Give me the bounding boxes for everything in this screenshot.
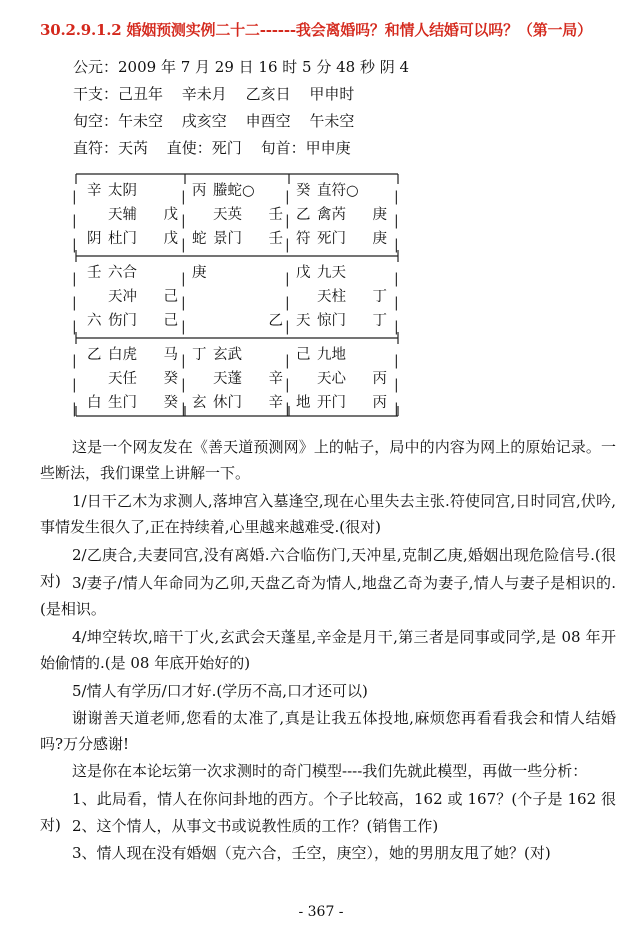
paragraph-model: 这是你在本论坛第一次求测时的奇门模型----我们先就此模型，再做一些分析：	[72, 762, 588, 780]
cell-text: 杜门	[108, 231, 137, 247]
cell-text: 庚	[372, 231, 387, 247]
cell-text: 丙	[372, 395, 387, 411]
palace-gen	[80, 343, 184, 421]
svg-text:|: |	[72, 295, 77, 311]
cell-text: 阴	[87, 231, 102, 247]
svg-text:|: |	[285, 377, 290, 393]
cell-text: 癸	[163, 371, 178, 387]
palace-qian	[289, 343, 393, 421]
info-ganzhi	[73, 84, 368, 104]
svg-text:|: |	[394, 271, 399, 287]
cell-text: 六	[87, 313, 102, 329]
svg-text:|: |	[181, 401, 186, 417]
svg-text:|: |	[72, 213, 77, 229]
palace-li	[185, 179, 289, 257]
cell-text: 丙	[372, 371, 387, 387]
svg-text:|: |	[72, 377, 77, 393]
svg-text:|: |	[181, 295, 186, 311]
ganzhi-month: 辛未月	[181, 85, 227, 103]
svg-text:|: |	[394, 213, 399, 229]
svg-text:|: |	[285, 295, 290, 311]
paragraph-answer-1: 1、此局看，情人在你问卦地的西方。个子比较高，162 或 167？(个子是 162 很对)	[40, 790, 616, 834]
cell-text: 戊	[163, 231, 178, 247]
cell-text: 符	[296, 231, 311, 247]
info-calendar: 公元：2009 年 7 月 29 日 16 时 5 分 48 秒 阴 4	[73, 58, 410, 76]
svg-text:|: |	[285, 213, 290, 229]
qimen-chart	[72, 170, 402, 420]
info-xunkong	[73, 111, 368, 131]
cell-text: 己	[296, 347, 311, 363]
palace-center	[185, 261, 289, 339]
cell-text: 惊门	[317, 313, 346, 329]
paragraph-point-2: 2/乙庚合,夫妻同宫,没有离婚.六合临伤门,天冲星,克制乙庚,婚姻出现危险信号.(很对)	[40, 546, 616, 590]
cell-text: 白虎	[108, 347, 137, 363]
paragraph-answer-2: 2、这个情人，从事文书或说教性质的工作？(销售工作)	[72, 817, 439, 835]
cell-text: 辛	[87, 183, 102, 199]
paragraph-point-5: 5/情人有学历/口才好.(学历不高,口才还可以)	[72, 682, 368, 700]
svg-text:|: |	[285, 271, 290, 287]
cell-text: 壬	[268, 207, 283, 223]
cell-text: 乙	[87, 347, 102, 363]
svg-text:|: |	[285, 319, 290, 335]
svg-text:|: |	[181, 271, 186, 287]
svg-text:|: |	[394, 295, 399, 311]
palace-zhen	[80, 261, 184, 339]
ganzhi-day: 乙亥日	[245, 85, 291, 103]
cell-text: 戊	[163, 207, 178, 223]
cell-text: 癸	[296, 183, 311, 199]
svg-text:|: |	[72, 319, 77, 335]
svg-text:|: |	[394, 377, 399, 393]
cell-text: 壬	[268, 231, 283, 247]
svg-text:|: |	[181, 237, 186, 253]
zhishi-gate: 直使：死门	[166, 139, 242, 157]
cell-text: 己	[163, 289, 178, 305]
svg-text:|: |	[72, 237, 77, 253]
palace-kan	[185, 343, 289, 421]
svg-text:|: |	[181, 353, 186, 369]
svg-text:|: |	[394, 237, 399, 253]
cell-text: 戊	[296, 265, 311, 281]
xunshou: 旬首：甲申庚	[260, 139, 351, 157]
cell-text: 太阴	[108, 183, 137, 199]
paragraph-answer-3: 3、情人现在没有婚姻（克六合，壬空，庚空），她的男朋友甩了她？(对)	[72, 844, 551, 862]
palace-dui	[289, 261, 393, 339]
ganzhi-year: 干支：己丑年	[73, 85, 164, 103]
palace-kun	[289, 179, 393, 257]
cell-text: 天蓬	[213, 371, 242, 387]
svg-text:|: |	[394, 401, 399, 417]
cell-text: 庚	[192, 265, 207, 281]
cell-text: 天任	[108, 371, 137, 387]
xunkong-year: 旬空：午未空	[73, 112, 164, 130]
cell-text: 己	[163, 313, 178, 329]
ganzhi-hour: 甲申时	[309, 85, 355, 103]
cell-text: 开门	[317, 395, 346, 411]
cell-text: 庚	[372, 207, 387, 223]
svg-text:|: |	[181, 319, 186, 335]
paragraph-point-3: 3/妻子/情人年命同为乙卯,天盘乙奇为情人,地盘乙奇为妻子,情人与妻子是相识的.(是相识。	[40, 574, 616, 618]
cell-text: 螣蛇○	[213, 183, 255, 199]
svg-text:|: |	[285, 401, 290, 417]
palace-xun	[80, 179, 184, 257]
cell-text: 乙	[268, 313, 283, 329]
svg-text:|: |	[394, 189, 399, 205]
cell-text: 丙	[192, 183, 207, 199]
svg-text:|: |	[285, 237, 290, 253]
cell-text: 天英	[213, 207, 242, 223]
svg-text:|: |	[181, 213, 186, 229]
svg-text:|: |	[72, 353, 77, 369]
cell-text: 休门	[213, 395, 242, 411]
xunkong-hour: 午未空	[309, 112, 355, 130]
cell-text: 天辅	[108, 207, 137, 223]
xunkong-month: 戌亥空	[181, 112, 227, 130]
zhifu-star: 直符：天芮	[73, 139, 149, 157]
cell-text: 死门	[317, 231, 346, 247]
cell-text: 天柱	[317, 289, 346, 305]
info-zhifu	[73, 138, 365, 158]
cell-text: 天	[296, 313, 311, 329]
svg-text:|: |	[181, 377, 186, 393]
cell-text: 地	[296, 395, 311, 411]
paragraph-point-1: 1/日干乙木为求测人,落坤宫入墓逢空,现在心里失去主张.符使同宫,日时同宫,伏吟,事情发生很久了,正在持续着,心里越来越难受.(很对)	[40, 492, 616, 536]
svg-text:|: |	[285, 189, 290, 205]
cell-text: 癸	[163, 395, 178, 411]
cell-text: 丁	[192, 347, 207, 363]
cell-text: 九地	[317, 347, 346, 363]
cell-text: 丁	[372, 313, 387, 329]
section-heading: 30.2.9.1.2 婚姻预测实例二十二------我会离婚吗？和情人结婚可以吗？（第一局）	[40, 21, 592, 39]
cell-text: 景门	[213, 231, 242, 247]
paragraph-thanks: 谢谢善天道老师,您看的太准了,真是让我五体投地,麻烦您再看看我会和情人结婚吗?万分感谢!	[40, 709, 616, 753]
cell-text: 玄	[192, 395, 207, 411]
cell-text: 马	[163, 347, 178, 363]
cell-text: 乙	[296, 207, 311, 223]
cell-text: 生门	[108, 395, 137, 411]
cell-text: 玄武	[213, 347, 242, 363]
cell-text: 禽芮	[317, 207, 346, 223]
svg-text:|: |	[394, 353, 399, 369]
svg-text:|: |	[394, 319, 399, 335]
xunkong-day: 申酉空	[245, 112, 291, 130]
cell-text: 壬	[87, 265, 102, 281]
cell-text: 天心	[317, 371, 346, 387]
paragraph-intro: 这是一个网友发在《善天道预测网》上的帖子，局中的内容为网上的原始记录。一些断法，我们课堂上讲解一下。	[40, 438, 616, 482]
svg-text:|: |	[181, 189, 186, 205]
cell-text: 丁	[372, 289, 387, 305]
svg-text:|: |	[72, 271, 77, 287]
cell-text: 直符○	[317, 183, 359, 199]
svg-text:|: |	[285, 353, 290, 369]
cell-text: 伤门	[108, 313, 137, 329]
cell-text: 辛	[268, 371, 283, 387]
cell-text: 白	[87, 395, 102, 411]
cell-text: 天冲	[108, 289, 137, 305]
svg-text:|: |	[72, 189, 77, 205]
cell-text: 九天	[317, 265, 346, 281]
paragraph-point-4: 4/坤空转坎,暗干丁火,玄武会天蓬星,辛金是月干,第三者是同事或同学,是 08 年开始偷情的.(是 08 年底开始好的)	[40, 628, 616, 672]
cell-text: 辛	[268, 395, 283, 411]
page-number: - 367 -	[298, 904, 344, 920]
svg-text:|: |	[72, 401, 77, 417]
cell-text: 蛇	[192, 231, 207, 247]
cell-text: 六合	[108, 265, 137, 281]
